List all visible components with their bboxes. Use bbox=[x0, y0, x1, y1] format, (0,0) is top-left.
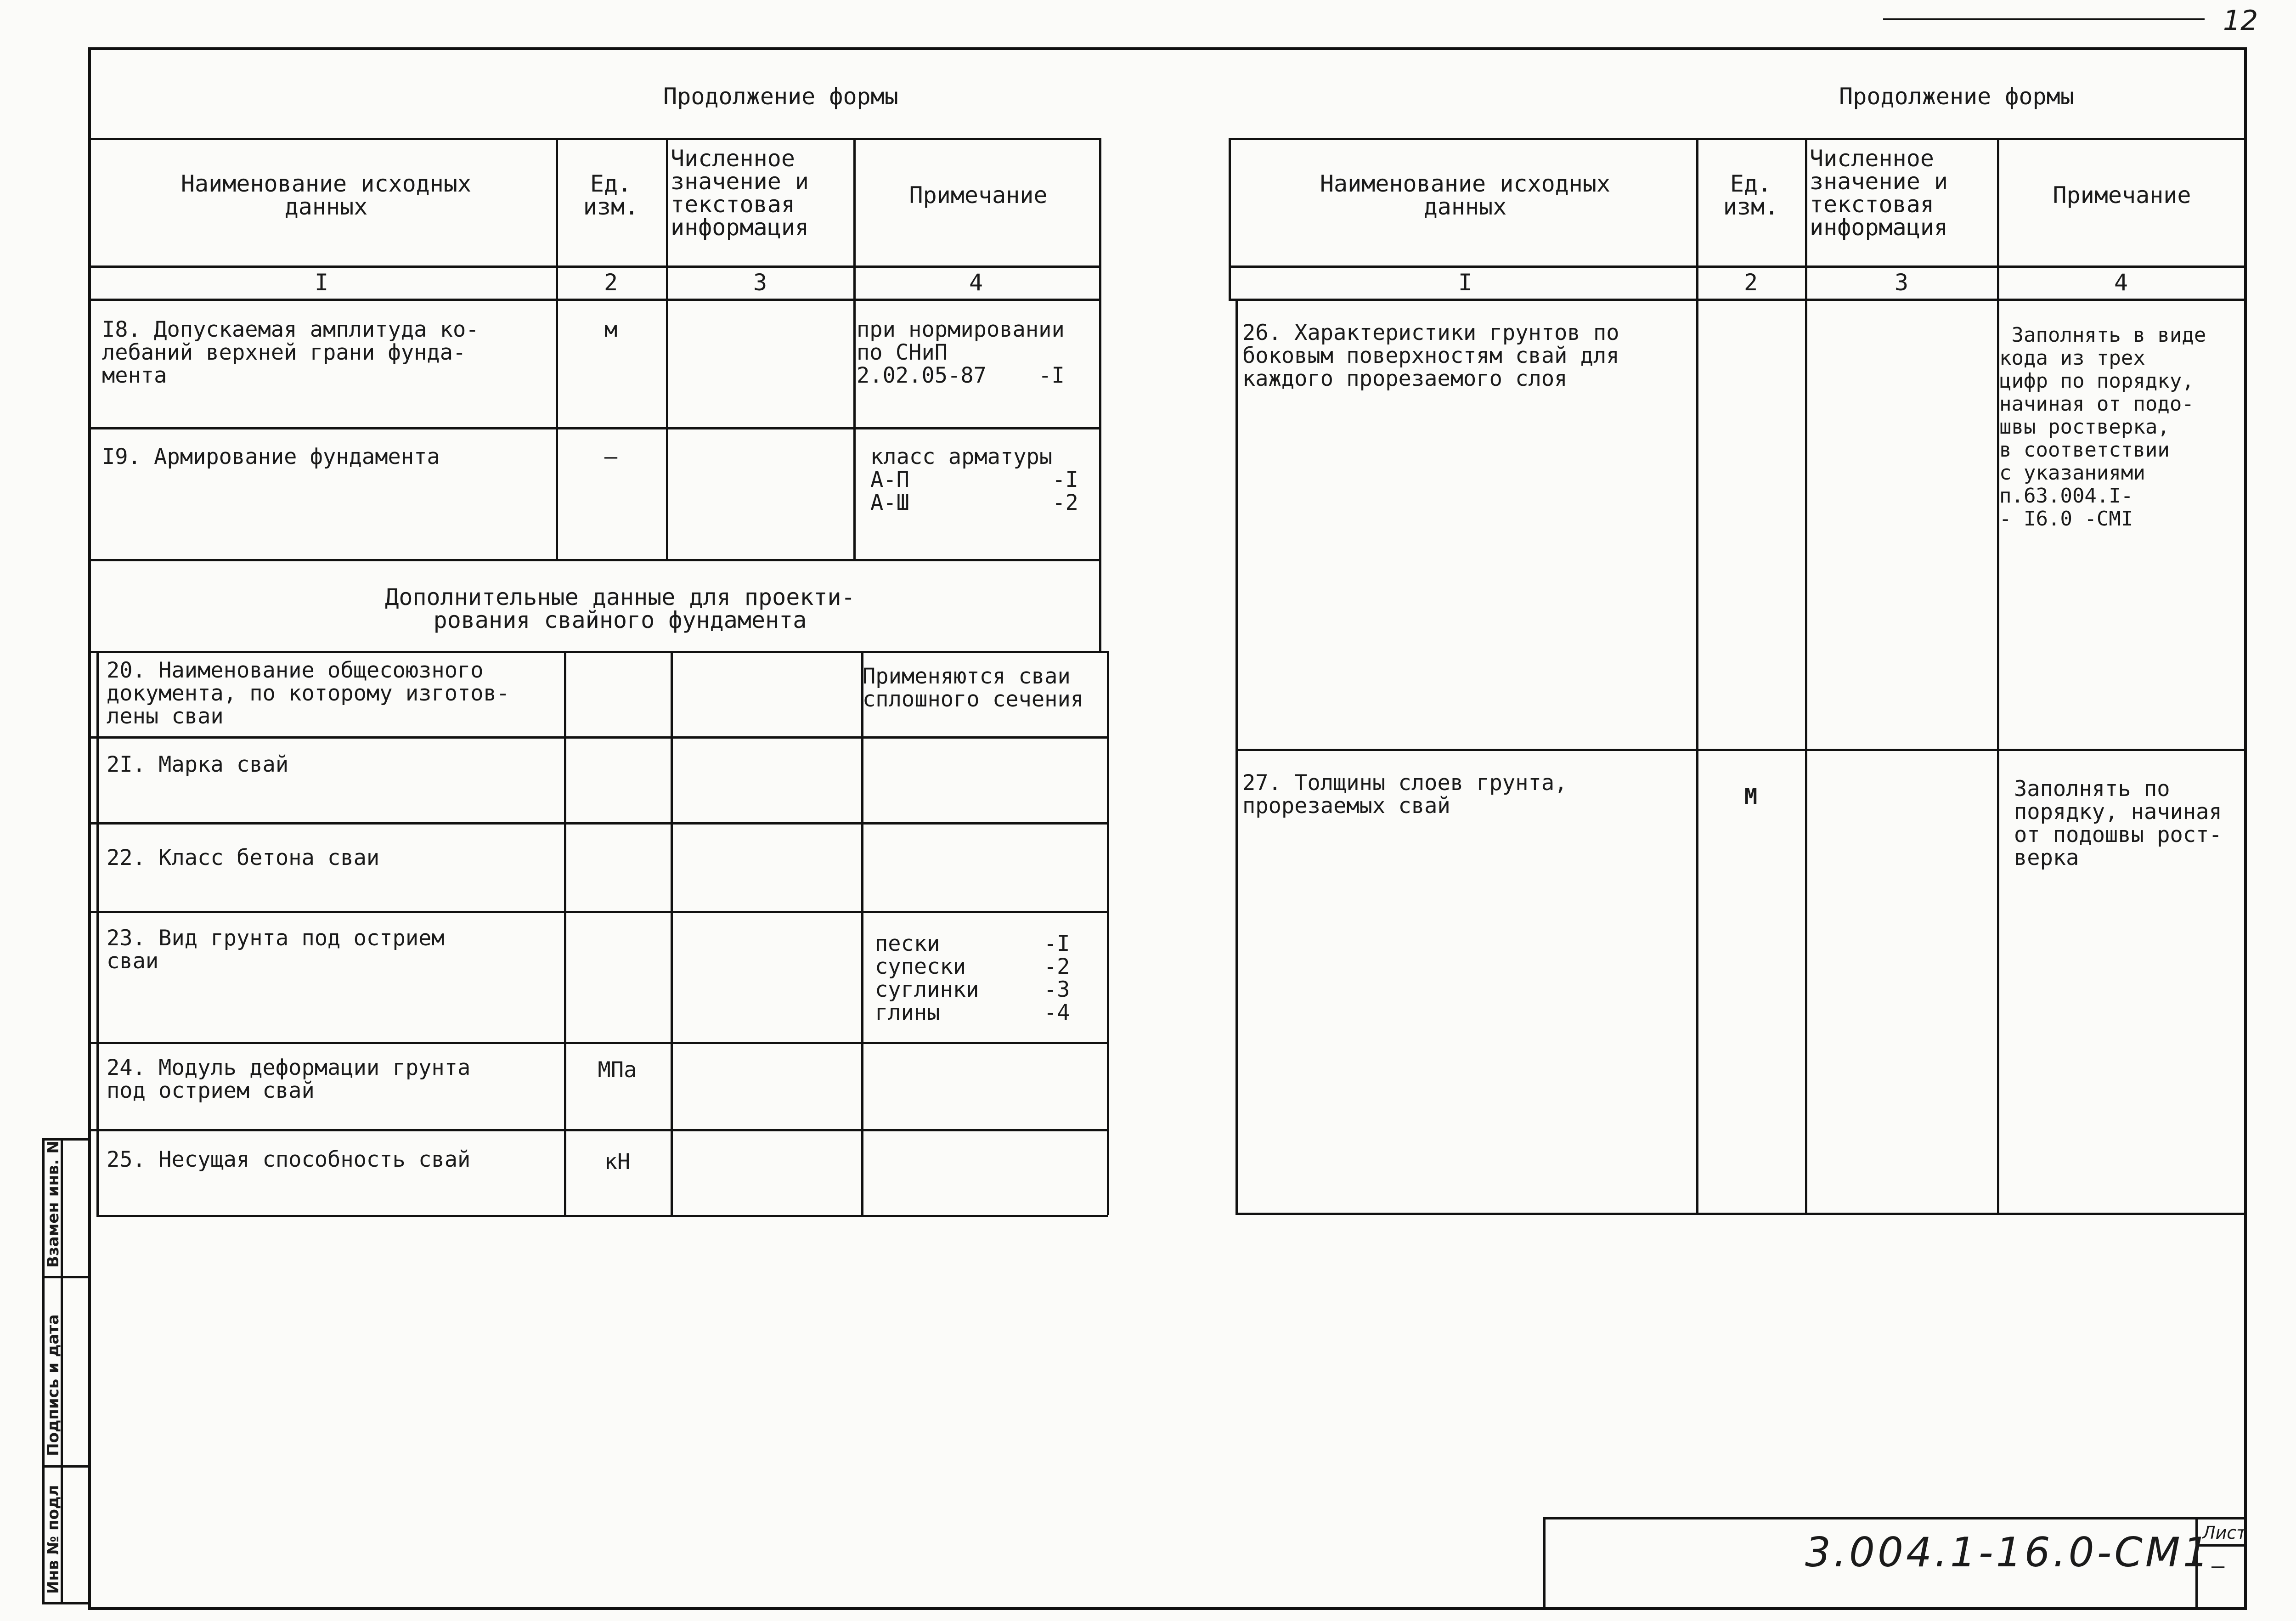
row26-note: Заполнять в виде кода из трех цифр по порядку, начиная от подо- швы ростверка, в соответствии с указаниями п.63.004.I- - I6.0 -СМI bbox=[1999, 323, 2206, 531]
left-row22-line bbox=[88, 911, 1108, 913]
left-row19-line bbox=[88, 559, 1100, 561]
left-form-title: Продолжение формы bbox=[663, 83, 898, 110]
row19-unit: – bbox=[604, 444, 618, 469]
right-vline-3 bbox=[1997, 138, 1999, 1213]
row20-note: Применяются сваи сплошного сечения bbox=[863, 664, 1084, 712]
right-colnum-3: 3 bbox=[1894, 269, 1909, 296]
left-colnum-2: 2 bbox=[604, 269, 618, 296]
left-row18-line bbox=[88, 427, 1100, 429]
left-vline-0b bbox=[96, 651, 99, 1215]
right-header-value: Численное значение и текстовая информация bbox=[1810, 145, 1948, 241]
left-vline-3b bbox=[861, 651, 863, 1215]
document-code: 3.004.1-16.0-CM1 bbox=[1805, 1529, 2211, 1576]
left-header-name: Наименование исходных данных bbox=[181, 170, 472, 220]
row23-name: 23. Вид грунта под острием сваи bbox=[107, 926, 445, 974]
right-vline-0 bbox=[1229, 138, 1231, 299]
title-block-top-line bbox=[1543, 1517, 2247, 1519]
left-header-bottom-line bbox=[88, 265, 1100, 268]
left-vline-1b bbox=[564, 651, 566, 1215]
right-form-title: Продолжение формы bbox=[1839, 83, 2074, 110]
right-row27-line bbox=[1235, 1213, 2247, 1215]
stamp-original-inv: Инв № подл bbox=[44, 1485, 62, 1594]
row25-unit: кН bbox=[604, 1149, 631, 1175]
sheet-value: – bbox=[2211, 1553, 2225, 1579]
left-colnum-line bbox=[88, 299, 1100, 301]
title-block-left-line bbox=[1543, 1517, 1546, 1610]
right-header-top-line bbox=[1229, 138, 2247, 140]
left-colnum-1: I bbox=[314, 269, 329, 296]
left-colnum-3: 3 bbox=[753, 269, 767, 296]
row26-name: 26. Характеристики грунтов по боковым поверхностям свай для каждого прорезаемого слоя bbox=[1242, 320, 1619, 391]
row25-name: 25. Несущая способность свай bbox=[107, 1147, 471, 1172]
right-colnum-1: I bbox=[1458, 269, 1472, 296]
row18-note: при нормировании по СНиП 2.02.05-87 -I bbox=[857, 317, 1065, 388]
row27-unit: М bbox=[1744, 784, 1758, 809]
row27-name: 27. Толщины слоев грунта, прорезаемых свай bbox=[1242, 770, 1568, 819]
left-vline-3 bbox=[853, 138, 856, 559]
left-row20-line bbox=[88, 736, 1108, 739]
right-vline-2 bbox=[1805, 138, 1807, 1213]
left-section-line bbox=[88, 651, 1108, 653]
left-vline-4b bbox=[1107, 651, 1109, 1215]
left-header-value: Численное значение и текстовая информация bbox=[671, 145, 809, 241]
stamp-line-3 bbox=[42, 1465, 88, 1468]
stamp-replace-inv: Взамен инв. N bbox=[44, 1141, 62, 1268]
sheet-label: Лист bbox=[2202, 1523, 2247, 1543]
left-row23-line bbox=[88, 1042, 1108, 1044]
right-header-name: Наименование исходных данных bbox=[1320, 170, 1611, 220]
row23-note: пески -I супески -2 суглинки -3 глины -4 bbox=[875, 931, 1070, 1025]
section-title: Дополнительные данные для проекти- рования свайного фундамента bbox=[385, 584, 855, 633]
stamp-line-2 bbox=[42, 1276, 88, 1278]
left-header-unit: Ед. изм. bbox=[583, 170, 639, 220]
right-colnum-2: 2 bbox=[1743, 269, 1758, 296]
row18-unit: м bbox=[604, 317, 618, 342]
row19-name: I9. Армирование фундамента bbox=[102, 444, 440, 469]
right-header-bottom-line bbox=[1229, 265, 2247, 268]
row21-name: 2I. Марка свай bbox=[107, 752, 289, 777]
row24-unit: МПа bbox=[598, 1057, 637, 1083]
row27-note: Заполнять по порядку, начиная от подошвы рост- верка bbox=[2014, 776, 2222, 870]
row19-note: класс арматуры А-П -I А-Ш -2 bbox=[870, 444, 1078, 515]
right-vline-0b bbox=[1235, 299, 1238, 1213]
right-vline-1 bbox=[1696, 138, 1698, 1213]
left-row21-line bbox=[88, 822, 1108, 825]
right-colnum-4: 4 bbox=[2114, 269, 2128, 296]
left-vline-4 bbox=[1099, 138, 1101, 651]
row18-name: I8. Допускаемая амплитуда ко- лебаний верхней грани фунда- мента bbox=[102, 317, 479, 388]
left-row25-line bbox=[96, 1215, 1108, 1217]
right-row26-line bbox=[1235, 749, 2247, 751]
right-colnum-line bbox=[1229, 299, 2247, 301]
left-colnum-4: 4 bbox=[969, 269, 983, 296]
row20-name: 20. Наименование общесоюзного документа, по которому изготов- лены сваи bbox=[107, 658, 510, 729]
stamp-signature-date: Подпись и дата bbox=[44, 1314, 62, 1456]
left-header-top-line bbox=[88, 138, 1100, 140]
left-header-note: Примечание bbox=[909, 182, 1048, 209]
left-vline-2b bbox=[671, 651, 673, 1215]
right-header-unit: Ед. изм. bbox=[1723, 170, 1779, 220]
page-number: 12 bbox=[2223, 5, 2258, 37]
row22-name: 22. Класс бетона сваи bbox=[107, 845, 380, 870]
right-header-note: Примечание bbox=[2053, 182, 2191, 209]
top-edge-line bbox=[1883, 18, 2205, 20]
left-row24-line bbox=[88, 1129, 1108, 1131]
stamp-line-4 bbox=[42, 1602, 88, 1604]
row24-name: 24. Модуль деформации грунта под острием свай bbox=[107, 1055, 471, 1103]
left-vline-2 bbox=[666, 138, 668, 559]
